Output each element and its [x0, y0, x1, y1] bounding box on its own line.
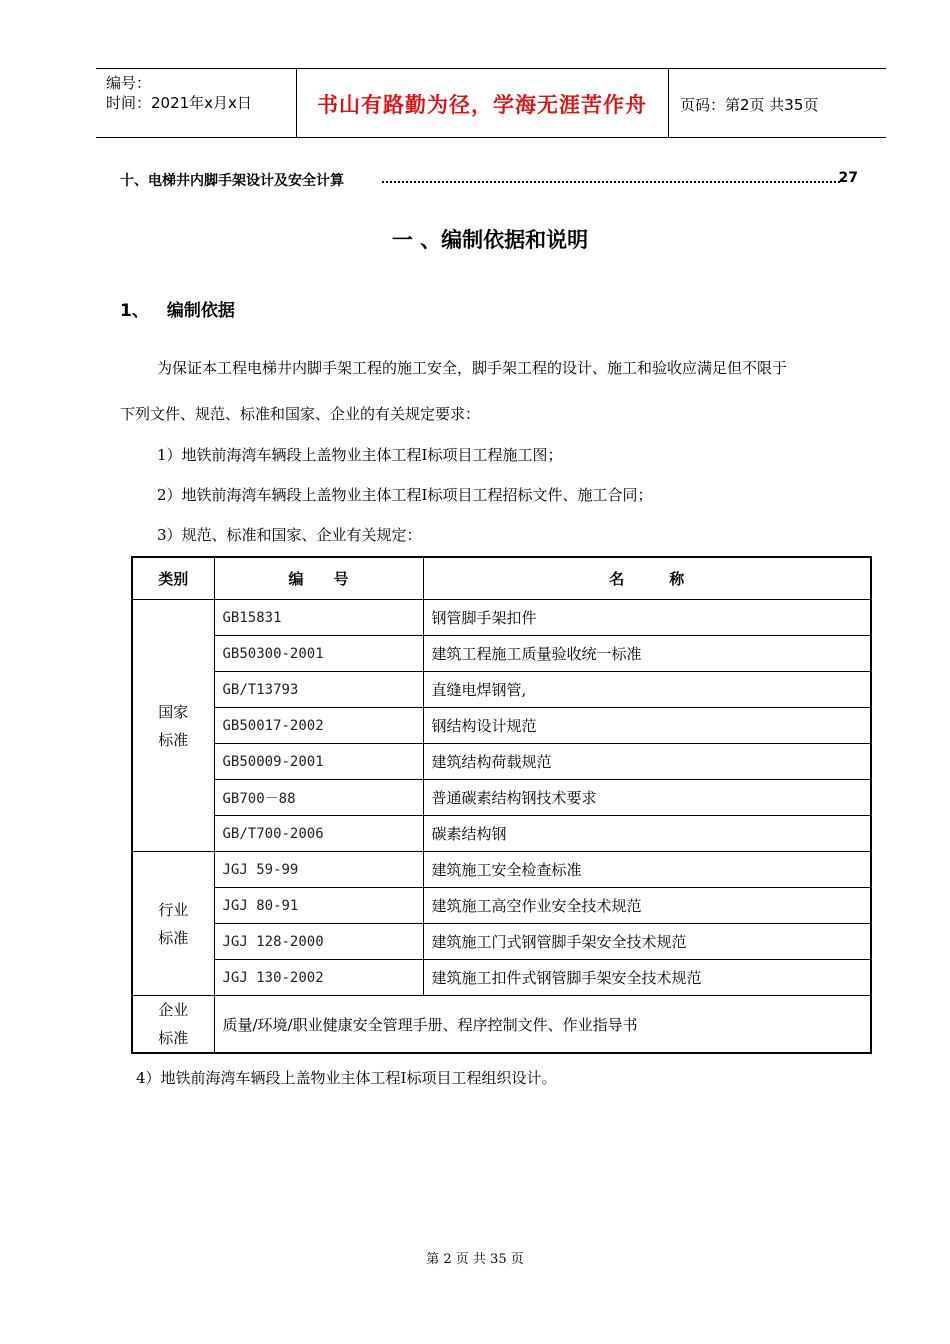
standard-name: 建筑施工门式钢管脚手架安全技术规范 — [423, 924, 871, 960]
toc-entry[interactable] — [120, 170, 858, 190]
table-row — [132, 708, 871, 744]
header-page-info: 页码：第2页 共35页 — [680, 96, 819, 114]
header-category: 类别 — [132, 557, 214, 600]
standard-name: 碳素结构钢 — [423, 816, 871, 852]
intro-line-1: 为保证本工程电梯井内脚手架工程的施工安全，脚手架工程的设计、施工和验收应满足但不限于 — [157, 359, 788, 377]
category-enterprise: 企业 标准 — [132, 996, 214, 1054]
table-row — [132, 960, 871, 996]
standards-table — [131, 556, 872, 1054]
subsection-number: 1、 — [120, 301, 149, 321]
standard-code: GB15831 — [214, 600, 423, 636]
enterprise-standard-content: 质量/环境/职业健康安全管理手册、程序控制文件、作业指导书 — [214, 996, 871, 1054]
header-motto-cell — [296, 69, 669, 137]
document-number-label: 编号： — [106, 74, 152, 92]
toc-leader-dots — [382, 181, 840, 183]
table-row — [132, 672, 871, 708]
standard-code: GB/T13793 — [214, 672, 423, 708]
standard-name: 建筑结构荷载规范 — [423, 744, 871, 780]
standard-name: 钢管脚手架扣件 — [423, 600, 871, 636]
header-page-cell — [668, 69, 886, 137]
standard-code: GB50017-2002 — [214, 708, 423, 744]
standard-name: 建筑工程施工质量验收统一标准 — [423, 636, 871, 672]
standard-code: GB/T700-2006 — [214, 816, 423, 852]
table-row — [132, 996, 871, 1054]
table-row — [132, 852, 871, 888]
standard-code: JGJ 130-2002 — [214, 960, 423, 996]
header-name: 名 称 — [423, 557, 871, 600]
document-time-label: 时间：2021年x月x日 — [106, 94, 252, 112]
standard-name: 建筑施工扣件式钢管脚手架安全技术规范 — [423, 960, 871, 996]
page-footer: 第 2 页 共 35 页 — [426, 1252, 524, 1267]
standard-code: GB700－88 — [214, 780, 423, 816]
document-header — [96, 68, 886, 138]
standard-name: 普通碳素结构钢技术要求 — [423, 780, 871, 816]
category-industry: 行业 标准 — [132, 852, 214, 996]
table-header-row — [132, 557, 871, 600]
category-national: 国家 标准 — [132, 600, 214, 852]
toc-entry-title: 十、电梯井内脚手架设计及安全计算 — [120, 170, 344, 190]
standard-code: JGJ 128-2000 — [214, 924, 423, 960]
standard-code: JGJ 59-99 — [214, 852, 423, 888]
standard-code: JGJ 80-91 — [214, 888, 423, 924]
header-motto: 书山有路勤为径，学海无涯苦作舟 — [317, 93, 647, 117]
standard-name: 钢结构设计规范 — [423, 708, 871, 744]
table-row — [132, 780, 871, 816]
table-row — [132, 924, 871, 960]
table-row — [132, 744, 871, 780]
table-row — [132, 816, 871, 852]
table-row — [132, 600, 871, 636]
intro-line-2: 下列文件、规范、标准和国家、企业的有关规定要求： — [120, 405, 481, 423]
standard-name: 直缝电焊钢管, — [423, 672, 871, 708]
standard-name: 建筑施工高空作业安全技术规范 — [423, 888, 871, 924]
subsection-title: 编制依据 — [166, 301, 235, 321]
list-item-3: 3）规范、标准和国家、企业有关规定： — [157, 526, 422, 544]
header-meta-cell — [96, 69, 297, 137]
table-row — [132, 636, 871, 672]
standard-name: 建筑施工安全检查标准 — [423, 852, 871, 888]
standard-code: GB50300-2001 — [214, 636, 423, 672]
section-title: 一 、编制依据和说明 — [391, 228, 589, 252]
list-item-4: 4）地铁前海湾车辆段上盖物业主体工程Ⅰ标项目工程组织设计。 — [136, 1069, 557, 1087]
header-code: 编 号 — [214, 557, 423, 600]
standard-code: GB50009-2001 — [214, 744, 423, 780]
table-row — [132, 888, 871, 924]
list-item-1: 1）地铁前海湾车辆段上盖物业主体工程Ⅰ标项目工程施工图； — [157, 446, 563, 464]
toc-entry-page: 27 — [838, 170, 858, 186]
list-item-2: 2）地铁前海湾车辆段上盖物业主体工程Ⅰ标项目工程招标文件、施工合同； — [157, 486, 653, 504]
subsection-heading — [120, 296, 235, 321]
